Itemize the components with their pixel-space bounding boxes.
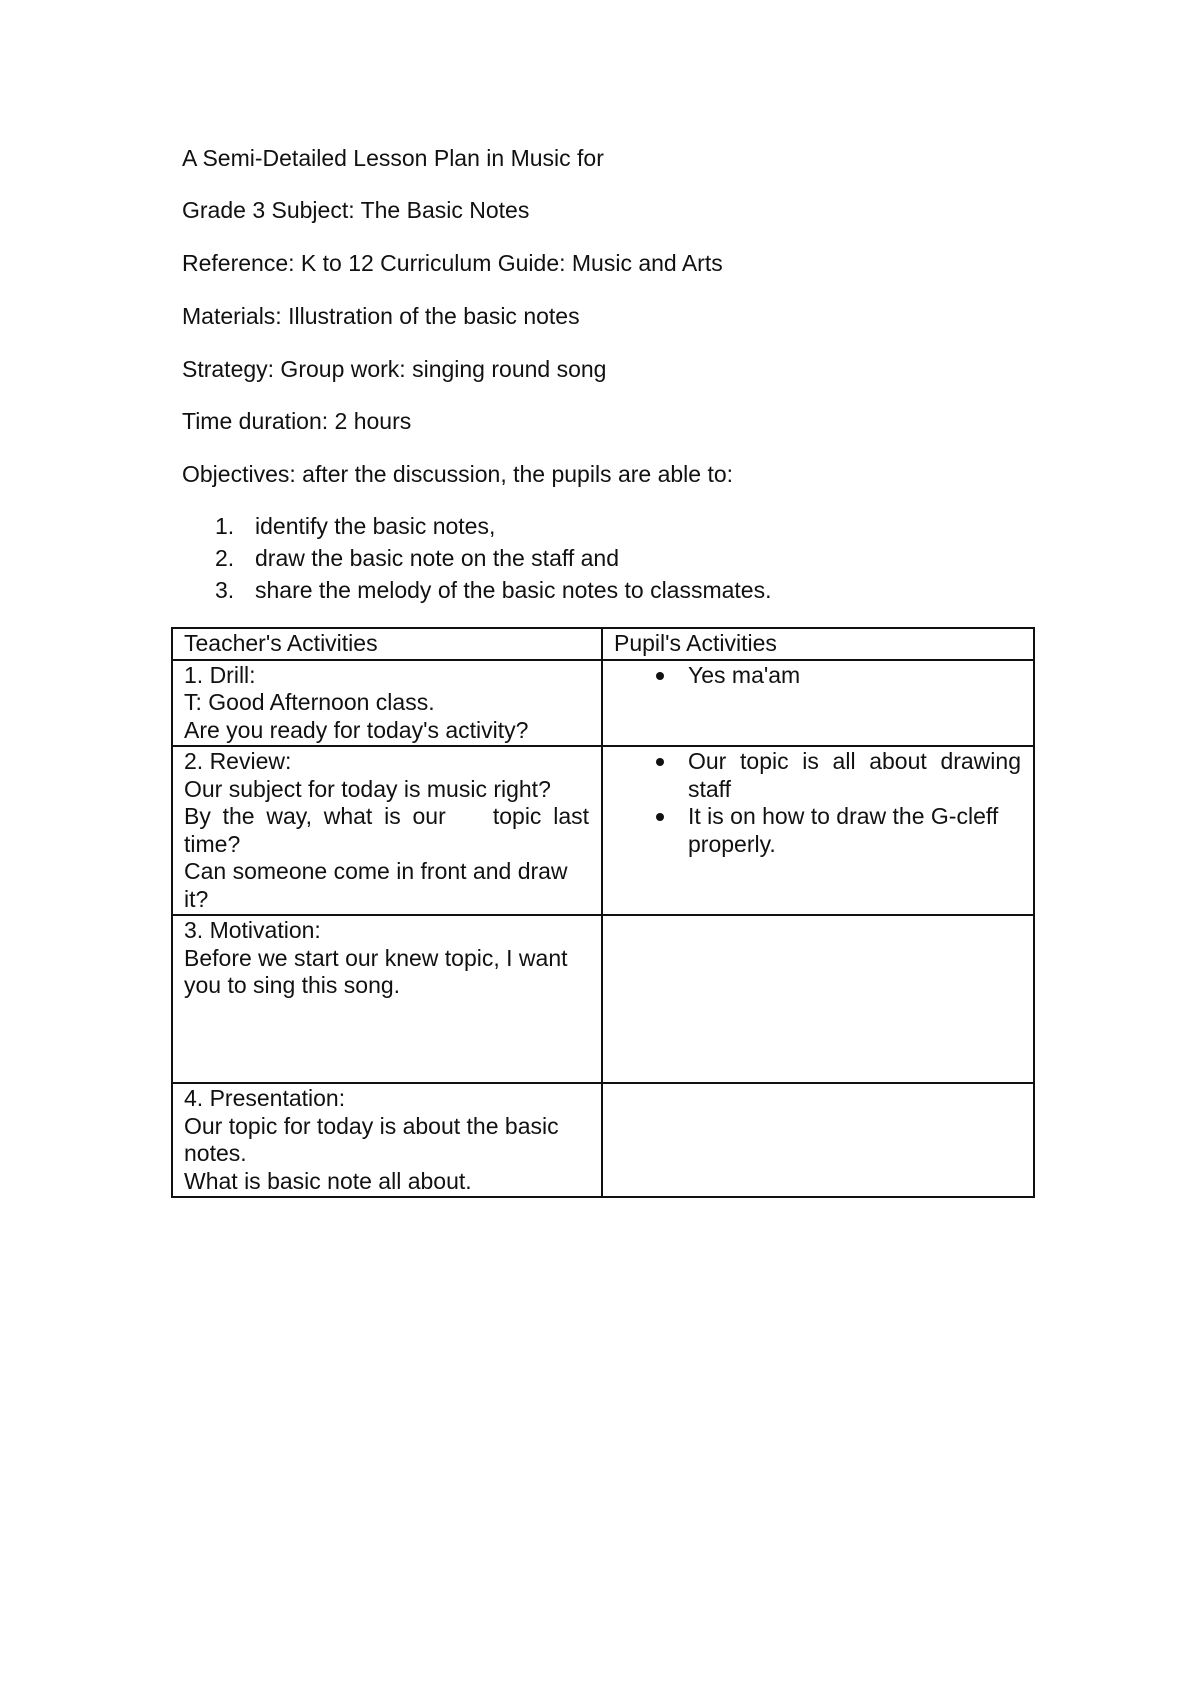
bullet-icon [656, 672, 664, 680]
teacher-cell [172, 1083, 602, 1197]
activities-table [171, 627, 1035, 1198]
pupil-cell [602, 746, 1034, 915]
objective-text: share the melody of the basic notes to classmates. [255, 577, 772, 603]
step-heading: 3. Motivation: [184, 917, 321, 943]
step-heading: 2. Review: [184, 748, 292, 774]
pupil-response: Our topic is all about drawing staff [688, 748, 1021, 802]
list-item [215, 574, 772, 606]
pupil-response-list [614, 748, 1021, 858]
list-item [215, 542, 772, 574]
grade-subject-line: Grade 3 Subject: The Basic Notes [182, 197, 530, 223]
list-number: 3. [215, 577, 235, 603]
teacher-line: Can someone come in front and draw it? [184, 858, 568, 912]
objective-text: identify the basic notes, [255, 513, 496, 539]
objectives-list [215, 510, 772, 606]
reference-line: Reference: K to 12 Curriculum Guide: Music and Arts [182, 250, 723, 276]
step-heading: 1. Drill: [184, 661, 256, 688]
teacher-line: Before we start our knew topic, I want you to sing this song. [184, 944, 568, 998]
list-number: 2. [215, 545, 235, 571]
table-row [172, 746, 1034, 915]
strategy-line: Strategy: Group work: singing round song [182, 356, 607, 382]
list-number: 1. [215, 513, 235, 539]
bullet-icon [656, 813, 664, 821]
teacher-line: Our topic for today is about the basic notes. [184, 1112, 559, 1166]
pupil-cell [602, 1083, 1034, 1197]
list-item [614, 803, 1021, 858]
teacher-line: Are you ready for today's activity? [184, 716, 529, 743]
teacher-cell [172, 746, 602, 915]
list-item [614, 662, 1021, 690]
pupil-response: It is on how to draw the G-cleff properly. [688, 803, 999, 857]
list-item [614, 748, 1021, 803]
pupil-response: Yes ma'am [688, 661, 801, 688]
table-row [172, 660, 1034, 747]
teacher-cell [172, 660, 602, 747]
bullet-icon [656, 758, 664, 766]
list-item [215, 510, 772, 542]
table-row [172, 915, 1034, 1083]
table-header-row [172, 628, 1034, 660]
teacher-line: T: Good Afternoon class. [184, 689, 435, 715]
teacher-line: What is basic note all about. [184, 1167, 472, 1194]
materials-line: Materials: Illustration of the basic notes [182, 303, 580, 329]
teacher-line: By the way, what is our topic last time? [184, 803, 596, 857]
objectives-intro: Objectives: after the discussion, the pupils are able to: [182, 461, 734, 487]
pupil-activities-header: Pupil's Activities [602, 628, 1034, 660]
pupil-cell [602, 660, 1034, 747]
objective-text: draw the basic note on the staff and [255, 545, 619, 571]
step-heading: 4. Presentation: [184, 1085, 346, 1111]
pupil-cell [602, 915, 1034, 1083]
teacher-cell [172, 915, 602, 1083]
pupil-response-list [614, 662, 1021, 690]
teacher-activities-header: Teacher's Activities [172, 628, 602, 660]
teacher-line: Our subject for today is music right? [184, 775, 551, 802]
time-duration-line: Time duration: 2 hours [182, 408, 412, 434]
document-title: A Semi-Detailed Lesson Plan in Music for [182, 145, 604, 171]
table-row [172, 1083, 1034, 1197]
